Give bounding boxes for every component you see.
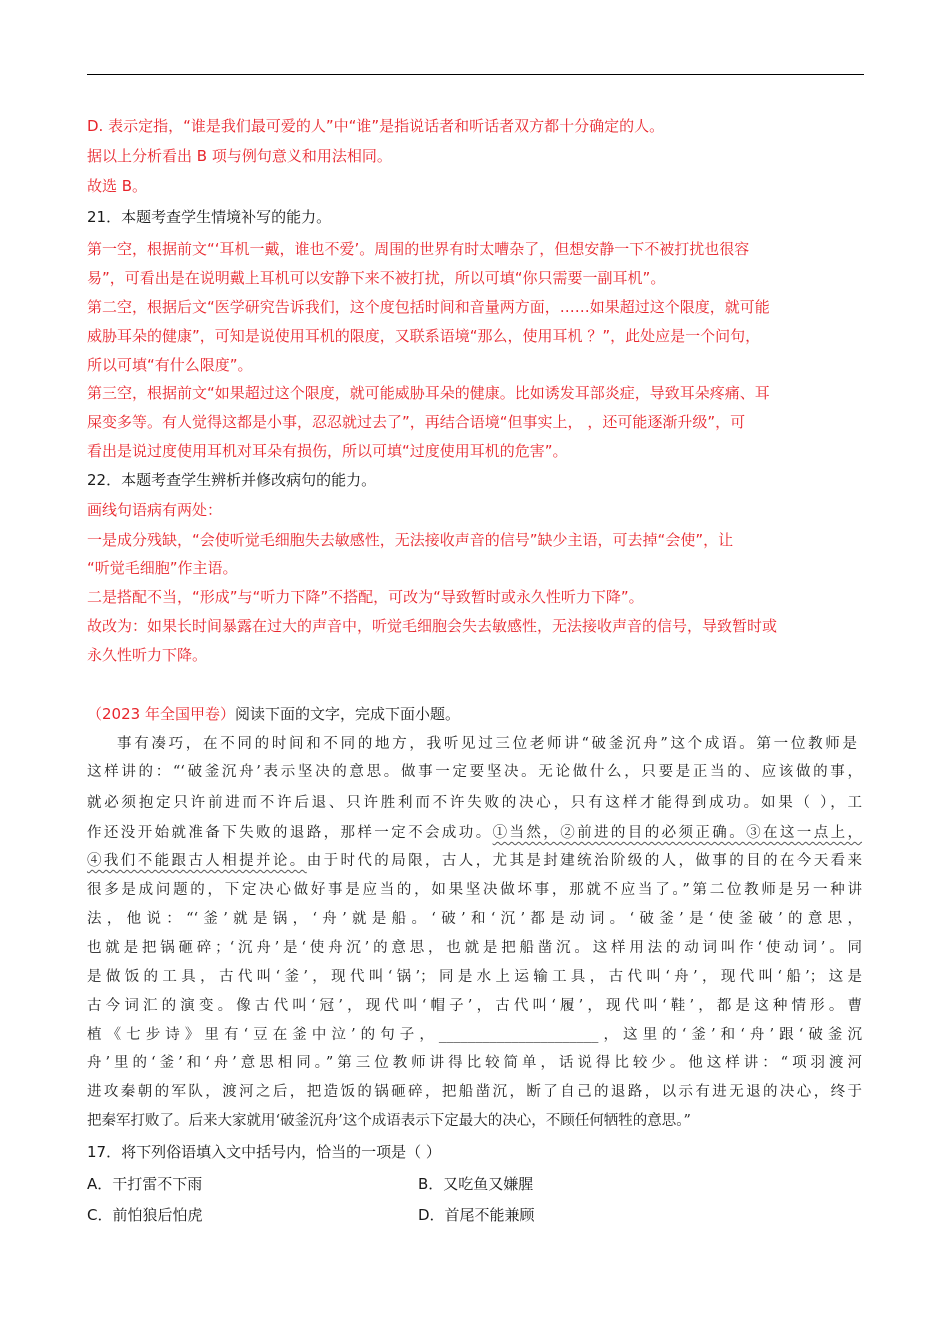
header-rule xyxy=(87,74,864,75)
analysis-line: 易”，可看出是在说明戴上耳机可以安静下来不被打扰，所以可填“你只需要一副耳机”。 xyxy=(87,269,666,287)
option-d[interactable]: D．首尾不能兼顾 xyxy=(418,1206,535,1224)
analysis-line: 画线句语病有两处： xyxy=(87,501,223,519)
analysis-line: 永久性听力下降。 xyxy=(87,646,208,664)
wavy-underlined-text: ①当然，②前进的目的必须正确。③在这一点上， xyxy=(492,825,863,841)
passage-text: 由于时代的局限，古人，尤其是封建统治阶级的人，做事的目的在今天看来 xyxy=(306,853,863,869)
option-c[interactable]: C．前怕狼后怕虎 xyxy=(87,1206,203,1224)
analysis-line: 据以上分析看出 B 项与例句意义和用法相同。 xyxy=(87,147,392,165)
analysis-line: 第一空，根据前文“‘耳机一戴，谁也不爱’。周围的世界有时太嘈杂了，但想安静一下不被打扰也很容 xyxy=(87,240,750,258)
passage-line: 就必须抱定只许前进而不许后退、只许胜利而不许失败的决心，只有这样才能得到成功。如果（ ），工 xyxy=(87,795,862,811)
passage-line: 法，他说：“‘釜’就是锅，‘舟’就是船。‘破’和‘沉’都是动词。‘破釜’是‘使釜破’的意思， xyxy=(87,911,862,927)
analysis-line: 所以可填“有什么限度”。 xyxy=(87,356,253,374)
analysis-line: 第三空，根据前文“如果超过这个限度，就可能威胁耳朵的健康。比如诱发耳部炎症，导致耳朵疼痛、耳 xyxy=(87,384,770,402)
passage-line: 也就是把锅砸碎；‘沉舟’是‘使舟沉’的意思，也就是把船凿沉。这样用法的动词叫作‘使动词’。同 xyxy=(87,940,862,956)
wavy-underlined-text: ④我们不能跟古人相提并论。 xyxy=(87,853,307,869)
analysis-line: 第二空，根据后文“医学研究告诉我们，这个度包括时间和音量两方面，……如果超过这个限度，就可能 xyxy=(87,298,770,316)
analysis-line: 二是搭配不当，“形成”与“听力下降”不搭配，可改为“导致暂时或永久性听力下降”。 xyxy=(87,588,644,606)
analysis-heading-21: 21．本题考查学生情境补写的能力。 xyxy=(87,208,332,226)
passage-line: 植《七步诗》里有‘豆在釜中泣’的句子，______________________，这里的‘釜’和‘舟’跟‘破釜沉 xyxy=(87,1027,862,1043)
option-b[interactable]: B．又吃鱼又嫌腥 xyxy=(418,1175,534,1193)
passage-line xyxy=(87,823,862,843)
analysis-line: 威胁耳朵的健康”，可知是说使用耳机的限度，又联系语境“那么，使用耳机 ？”，此处应是一个问句， xyxy=(87,327,761,345)
analysis-line: 一是成分残缺，“会使听觉毛细胞失去敏感性，无法接收声音的信号”缺少主语，可去掉“会使”，让 xyxy=(87,531,734,549)
passage-line: 舟’里的‘釜’和‘舟’意思相同。”第三位教师讲得比较简单，话说得比较少。他这样讲：“项羽渡河 xyxy=(87,1055,862,1071)
passage-line: 这样讲的：“‘破釜沉舟’表示坚决的意思。做事一定要坚决。无论做什么，只要是正当的、应该做的事， xyxy=(87,764,862,780)
analysis-line: 屎变多等。有人觉得这都是小事，忍忍就过去了”，再结合语境“但事实上， ，还可能逐渐升级”，可 xyxy=(87,413,746,431)
passage-heading xyxy=(87,704,460,724)
analysis-heading-22: 22．本题考查学生辨析并修改病句的能力。 xyxy=(87,471,377,489)
passage-line: 古今词汇的演变。像古代叫‘冠’，现代叫‘帽子’，古代叫‘履’，现代叫‘鞋’，都是这种情形。曹 xyxy=(87,998,862,1014)
question-stem: 17．将下列俗语填入文中括号内，恰当的一项是（ ） xyxy=(87,1143,441,1161)
passage-line: 事有凑巧，在不同的时间和不同的地方，我听见过三位老师讲“破釜沉舟”这个成语。第一位教师是 xyxy=(117,736,857,752)
analysis-line: D. 表示定指，“谁是我们最可爱的人”中“谁”是指说话者和听话者双方都十分确定的人。 xyxy=(87,117,665,135)
passage-line: 把秦军打败了。后来大家就用‘破釜沉舟’这个成语表示下定最大的决心，不顾任何牺牲的意思。” xyxy=(87,1113,691,1129)
passage-source: （2023 年全国甲卷） xyxy=(87,705,235,723)
analysis-line: 看出是说过度使用耳机对耳朵有损伤，所以可填“过度使用耳机的危害”。 xyxy=(87,442,568,460)
passage-line: 进攻秦朝的军队，渡河之后，把造饭的锅砸碎，把船凿沉，断了自己的退路，以示有进无退的决心，终于 xyxy=(87,1084,862,1100)
passage-line: 是做饭的工具，古代叫‘釜’，现代叫‘锅’；同是水上运输工具，古代叫‘舟’，现代叫‘船’；这是 xyxy=(87,969,862,985)
passage-instruction: 阅读下面的文字，完成下面小题。 xyxy=(234,705,460,723)
passage-line xyxy=(87,851,862,871)
analysis-line: “听觉毛细胞”作主语。 xyxy=(87,559,238,577)
passage-text: 作还没开始就准备下失败的退路，那样一定不会成功。 xyxy=(87,825,493,841)
option-a[interactable]: A．干打雷不下雨 xyxy=(87,1175,203,1193)
passage-line: 很多是成问题的，下定决心做好事是应当的，如果坚决做坏事，那就不应当了。”第二位教师是另一种讲 xyxy=(87,882,862,898)
analysis-line: 故改为：如果长时间暴露在过大的声音中，听觉毛细胞会失去敏感性，无法接收声音的信号，导致暂时或 xyxy=(87,617,778,635)
analysis-line: 故选 B。 xyxy=(87,177,148,195)
